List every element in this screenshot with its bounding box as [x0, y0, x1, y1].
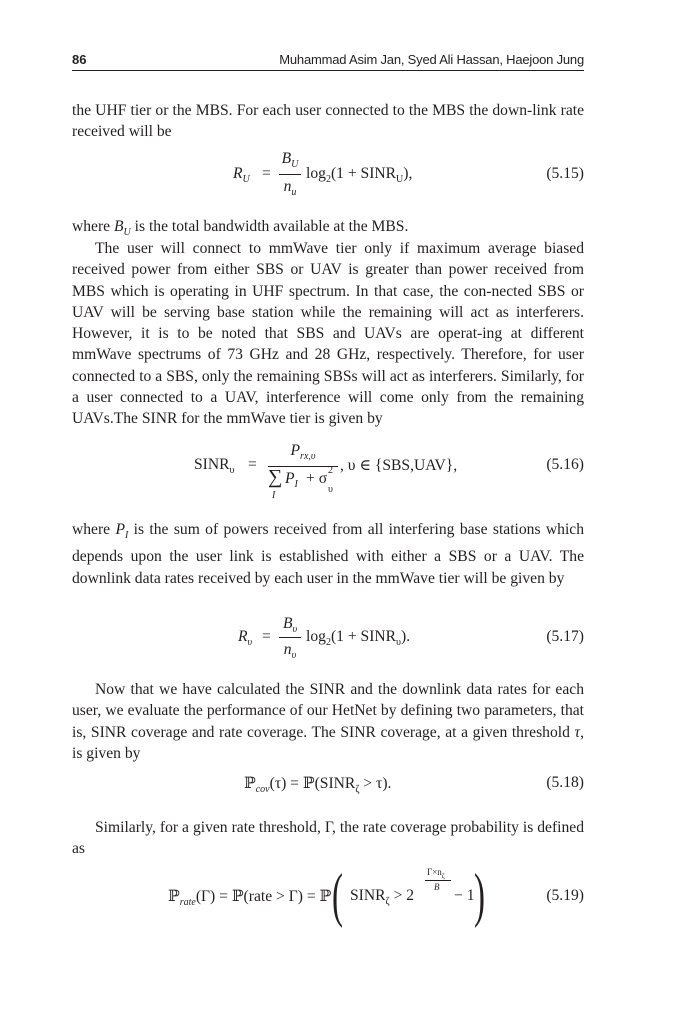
paragraph-5: Now that we have calculated the SINR and the downlink data rates for each user, we evaluate the performance of our HetNet by defining two parameters, that is, SINR coverage and rate coverage. The SINR coverage, at a given threshold τ, is given by: [72, 681, 584, 762]
page-number: 86: [72, 52, 87, 67]
equation-5-15: $R_U$ = $B_U$ $n_u$ $\log_2(1$ + $SINR_U$), (5.15): [233, 150, 584, 199]
equation-5-18: ℙ$_{cov}$(τ) = $ℙ(SINR_\zeta > \tau)$. (5.18): [244, 774, 584, 796]
equation-5-19: ℙ$_{rate}$(Γ) = ℙ(rate > Γ) = ℙ ( $SINR_\zeta > 2$ $\Gamma\times n_\zeta$ B − 1 ) (5.19): [168, 862, 584, 928]
equation-number: (5.15): [546, 165, 584, 182]
equation-5-16: $SINR_\upsilon$ = $P_{rx,\upsilon}$ ∑ I $P_I$ + σ 2 υ , υ ∈ {SBS,UAV}, (5.16): [194, 442, 584, 501]
header-rule: [72, 70, 584, 71]
running-header: [72, 50, 584, 70]
equation-number: (5.19): [546, 887, 584, 904]
fraction-bar: [279, 174, 301, 175]
exponent-bar: [425, 880, 451, 881]
paragraph-4: where $P_I$ is the sum of powers received from all interfering base stations which depends upon the user link is established with either a SBS or a UAV. The downlink data rates received by each user in the mmWave tier will be given by: [72, 521, 584, 587]
equation-number: (5.17): [546, 628, 584, 645]
fraction-bar: [279, 637, 301, 638]
left-paren: (: [332, 862, 343, 928]
paragraph-3: The user will connect to mmWave tier only if maximum average biased received power from either SBS or UAV is greater than power received from MBS which is operating in UHF spectrum. In that case, the con-nected SBS or UAV will be serving base station while the remaining will act as interferers. However, it is to be noted that SBS and UAVs are operat-ing at different mmWave spectrums of 73 GHz and 28 GHz, respectively. Therefore, for user connected to a SBS, only the remaining SBSs will act as interferers. Similarly, for a user connected to a UAV, interference will come only from the remaining UAVs.The SINR for the mmWave tier is given by: [72, 240, 584, 428]
equation-5-17: $R_\upsilon$ = $B_\upsilon$ $n_\upsilon$ $\log_2(1$ + $SINR_\upsilon$). (5.17): [238, 615, 584, 662]
paragraph-2: where $B_U$ is the total bandwidth available at the MBS.: [72, 218, 409, 239]
equation-number: (5.18): [546, 774, 584, 791]
running-authors: Muhammad Asim Jan, Syed Ali Hassan, Haejoon Jung: [279, 52, 584, 67]
paragraph-1: the UHF tier or the MBS. For each user connected to the MBS the down-link rate received will be: [72, 102, 584, 141]
right-paren: ): [474, 862, 485, 928]
equation-number: (5.16): [546, 456, 584, 473]
paragraph-6: Similarly, for a given rate threshold, Γ, the rate coverage probability is defined as: [72, 819, 584, 858]
